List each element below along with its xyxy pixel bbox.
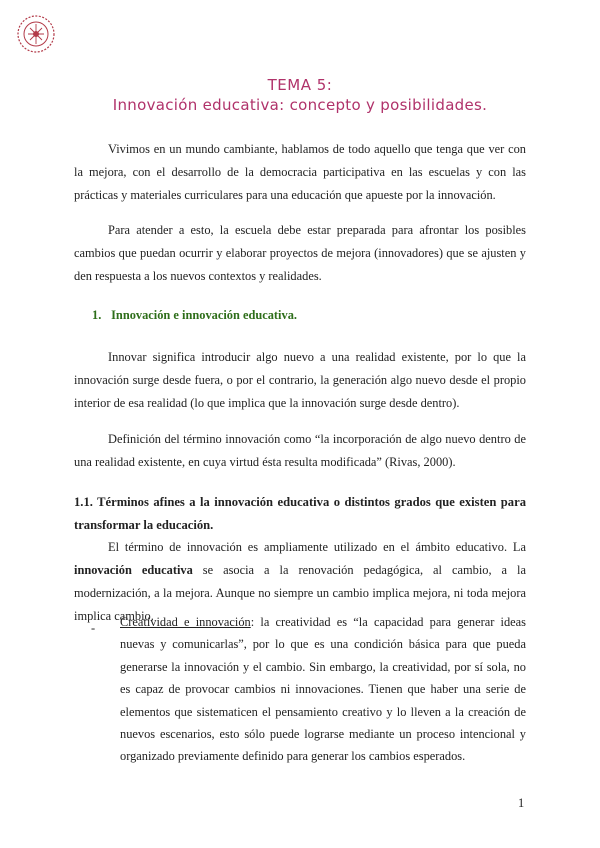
section-heading [92, 308, 297, 323]
university-seal-icon [16, 14, 56, 54]
page-number: 1 [518, 796, 525, 810]
paragraph-text: se asocia a la renovación pedagógica, al cambio, a la modernización, a la mejora. Aunque no siempre un cambio implica mejora, ni toda mejora implica cambio. [74, 563, 526, 623]
list-item-text: : la creatividad es “la capacidad para generar ideas nuevas y comunicarlas”, por lo que es una condición básica para que pueda generarse la innovación y el cambio. Sin embargo, la creatividad, por sí sola, no es capaz de provocar cambios ni innovaciones. Tienen que haber una serie de elementos que sistematicen el pensamiento creativo y lo lleven a la creación de nuevos escenarios, esto sólo puede lograrse mediante un proceso intencional y organizado previamente definido para generar los cambios esperados. [120, 615, 526, 764]
list-item-term: Creatividad e innovación [120, 615, 251, 629]
page-subtitle: Innovación educativa: concepto y posibilidades. [112, 96, 488, 114]
page-title: TEMA 5: [267, 76, 333, 94]
list-item [120, 611, 526, 768]
rivas-definition-paragraph: Definición del término innovación como “la incorporación de algo nuevo dentro de una realidad existente, en cuya virtud ésta resulta modificada” (Rivas, 2000). [74, 432, 526, 469]
section-title: Innovación e innovación educativa. [111, 308, 297, 322]
paragraph-text: El término de innovación es ampliamente utilizado en el ámbito educativo. La [108, 540, 526, 554]
context-paragraph: Para atender a esto, la escuela debe estar preparada para afrontar los posibles cambios que puedan ocurrir y elaborar proyectos de mejora (innovadores) que se ajusten y den respuesta a los nuevos contextos y realidades. [74, 223, 526, 283]
list-bullet: - [91, 621, 96, 635]
intro-paragraph: Vivimos en un mundo cambiante, hablamos de todo aquello que tenga que ver con la mejora, con el desarrollo de la democracia participativa en las escuelas y con las prácticas y materiales curriculares para una educación que apueste por la innovación. [74, 142, 526, 202]
innovation-definition-paragraph: Innovar significa introducir algo nuevo a una realidad existente, por lo que la innovación surge desde fuera, o por el contrario, la generación algo nuevo desde el propio interior de esa realidad (lo que implica que la innovación surge desde dentro). [74, 350, 526, 410]
bold-term: innovación educativa [74, 563, 193, 577]
section-number: 1. [92, 308, 102, 322]
subsection-heading: 1.1. Términos afines a la innovación educativa o distintos grados que existen para transformar la educación. [74, 495, 526, 532]
